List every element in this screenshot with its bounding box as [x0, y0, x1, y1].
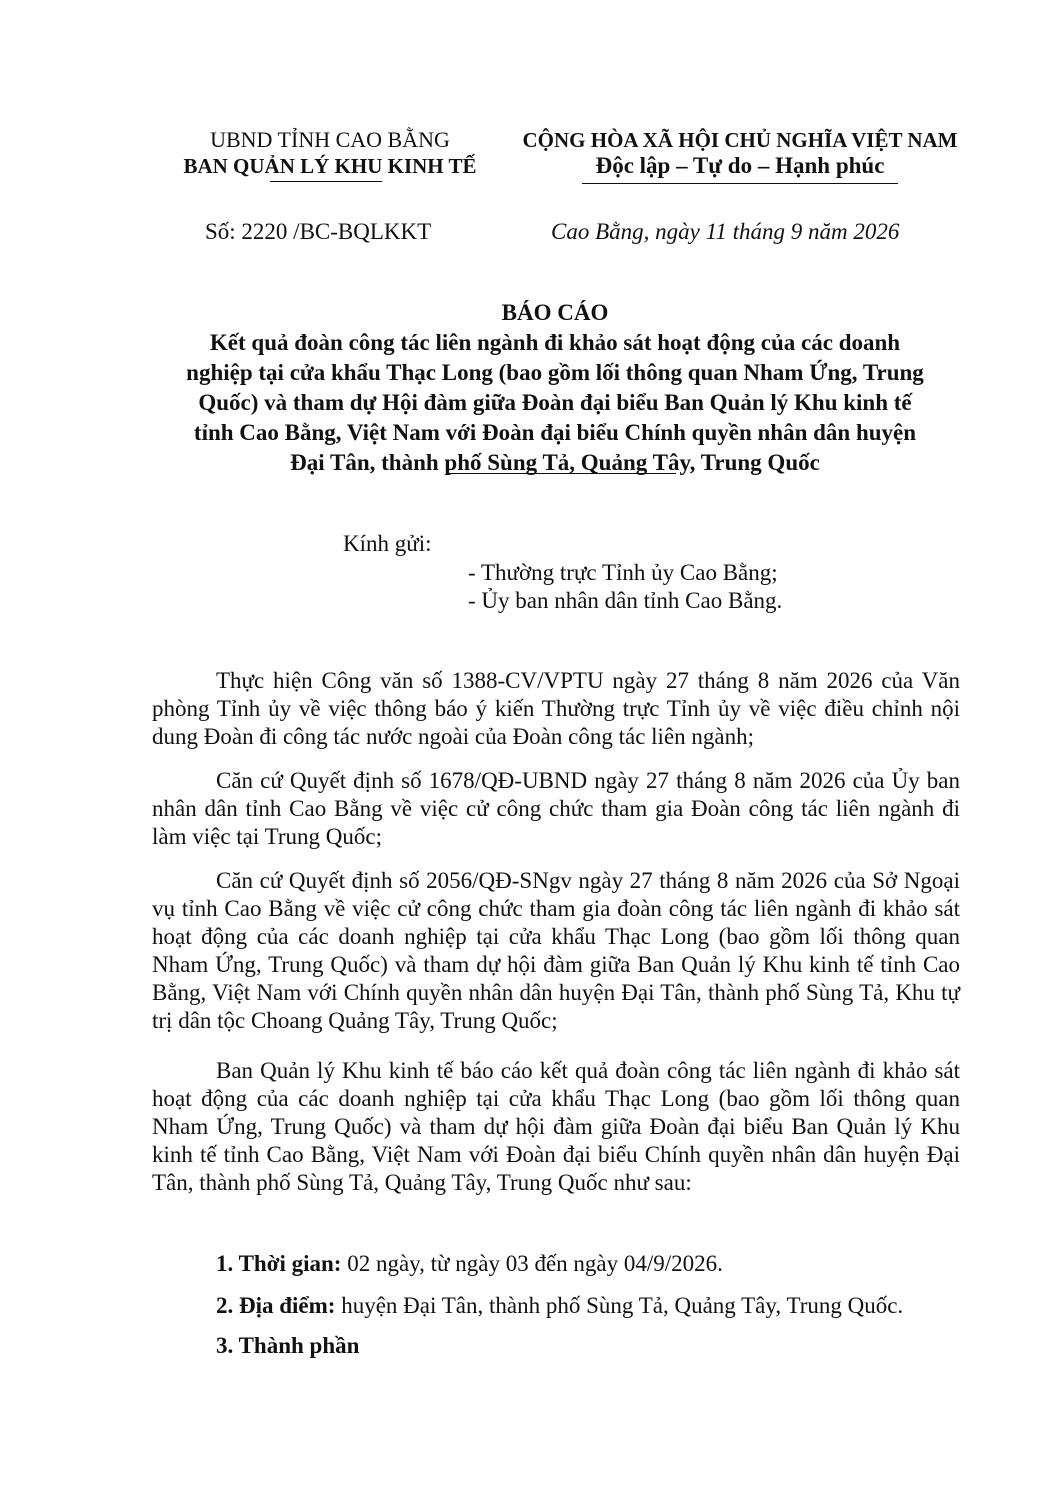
section-members: [216, 1332, 359, 1360]
section-label: 3. Thành phần: [216, 1333, 360, 1358]
section-location: [216, 1292, 903, 1320]
nation-title: CỘNG HÒA XÃ HỘI CHỦ NGHĨA VIỆT NAM: [522, 128, 958, 152]
section-label: 2. Địa điểm:: [216, 1293, 336, 1318]
recipient-item: - Thường trực Tỉnh ủy Cao Bằng;: [468, 560, 778, 585]
subject-line: Đại Tân, thành phố Sùng Tả, Quảng Tây, Trung Quốc: [290, 450, 820, 475]
subject-line: nghiệp tại cửa khẩu Thạc Long (bao gồm lối thông quan Nham Ứng, Trung: [186, 360, 924, 385]
agency-parent: UBND TỈNH CAO BẰNG: [210, 127, 450, 152]
title-underline: [446, 473, 676, 474]
subject-line: Quốc) và tham dự Hội đàm giữa Đoàn đại biểu Ban Quản lý Khu kinh tế: [198, 390, 912, 415]
body-paragraph: Căn cứ Quyết định số 2056/QĐ-SNgv ngày 27 tháng 8 năm 2026 của Sở Ngoại vụ tỉnh Cao Bằng về việc cử công chức tham gia đoàn công tác liên ngành đi khảo sát hoạt động của các doanh nghiệp tại cửa khẩu Thạc Long (bao gồm lối thông quan Nham Ứng, Trung Quốc) và tham dự hội đàm giữa Ban Quản lý Khu kinh tế tỉnh Cao Bằng, Việt Nam với Chính quyền nhân dân huyện Đại Tân, thành phố Sùng Tả, Khu tự trị dân tộc Choang Quảng Tây, Trung Quốc;: [152, 868, 960, 1033]
section-text: huyện Đại Tân, thành phố Sùng Tả, Quảng Tây, Trung Quốc.: [335, 1293, 904, 1318]
recipients-label: Kính gửi:: [343, 531, 432, 556]
agency-underline: [270, 181, 382, 182]
body-paragraph: Căn cứ Quyết định số 1678/QĐ-UBND ngày 27 tháng 8 năm 2026 của Ủy ban nhân dân tỉnh Cao Bằng về việc cử công chức tham gia Đoàn công tác liên ngành đi làm việc tại Trung Quốc;: [152, 768, 960, 849]
body-paragraph: Ban Quản lý Khu kinh tế báo cáo kết quả đoàn công tác liên ngành đi khảo sát hoạt động của các doanh nghiệp tại cửa khẩu Thạc Long (bao gồm lối thông quan Nham Ứng, Trung Quốc) và tham dự hội đàm giữa Đoàn đại biểu Ban Quản lý Khu kinh tế tỉnh Cao Bằng, Việt Nam với Đoàn đại biểu Chính quyền nhân dân huyện Đại Tân, thành phố Sùng Tả, Quảng Tây, Trung Quốc như sau:: [152, 1058, 960, 1195]
subject-line: tỉnh Cao Bằng, Việt Nam với Đoàn đại biểu Chính quyền nhân dân huyện: [193, 420, 917, 445]
report-subject: [140, 328, 970, 478]
body-paragraph: Thực hiện Công văn số 1388-CV/VPTU ngày 27 tháng 8 năm 2026 của Văn phòng Tỉnh ủy về việc thông báo ý kiến Thường trực Tỉnh ủy về việc điều chỉnh nội dung Đoàn đi công tác nước ngoài của Đoàn công tác liên ngành;: [152, 668, 960, 749]
section-time: [216, 1250, 723, 1278]
report-heading: BÁO CÁO: [501, 300, 609, 325]
section-text: 02 ngày, từ ngày 03 đến ngày 04/9/2026.: [341, 1251, 723, 1276]
subject-line: Kết quả đoàn công tác liên ngành đi khảo sát hoạt động của các doanh: [209, 330, 901, 355]
place-date: Cao Bằng, ngày 11 tháng 9 năm 2026: [551, 219, 900, 244]
motto-underline: [582, 183, 898, 184]
document-number: Số: 2220 /BC-BQLKKT: [205, 219, 432, 244]
motto: Độc lập – Tự do – Hạnh phúc: [595, 153, 885, 178]
section-label: 1. Thời gian:: [216, 1251, 342, 1276]
agency-name: BAN QUẢN LÝ KHU KINH TẾ: [183, 154, 477, 178]
recipient-item: - Ủy ban nhân dân tỉnh Cao Bằng.: [468, 588, 783, 613]
